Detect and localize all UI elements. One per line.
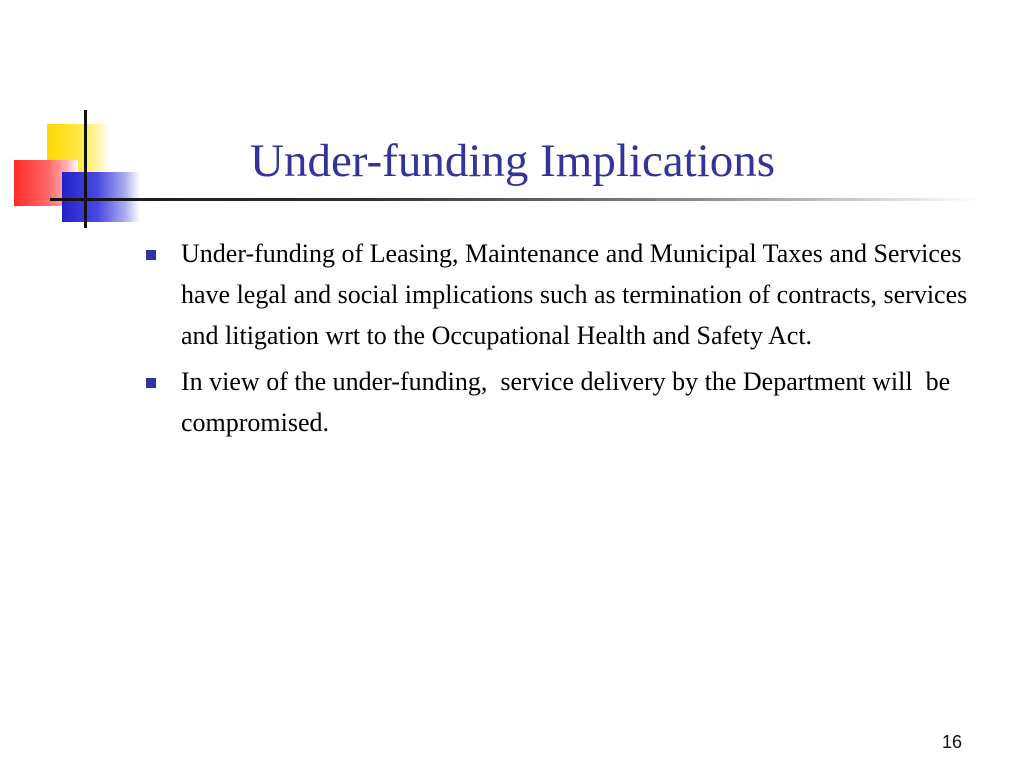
bullet-text: Under-funding of Leasing, Maintenance and Municipal Taxes and Services have legal and social implications such as termination of contracts, services and litigation wrt to the Occupational Health and Safety Act. (181, 239, 974, 350)
page-number: 16 (941, 732, 962, 752)
title-divider (50, 198, 980, 201)
bullet-list (140, 233, 1000, 448)
logo-vertical-line (84, 110, 87, 228)
logo-blue-square (62, 172, 140, 222)
bullet-text: In view of the under-funding, service delivery by the Department will be compromised. (181, 367, 957, 437)
bullet-item (140, 361, 1000, 443)
square-bullet-icon (146, 250, 156, 260)
slide-title: Under-funding Implications (250, 135, 776, 187)
square-bullet-icon (146, 378, 156, 388)
bullet-item (140, 233, 1000, 356)
